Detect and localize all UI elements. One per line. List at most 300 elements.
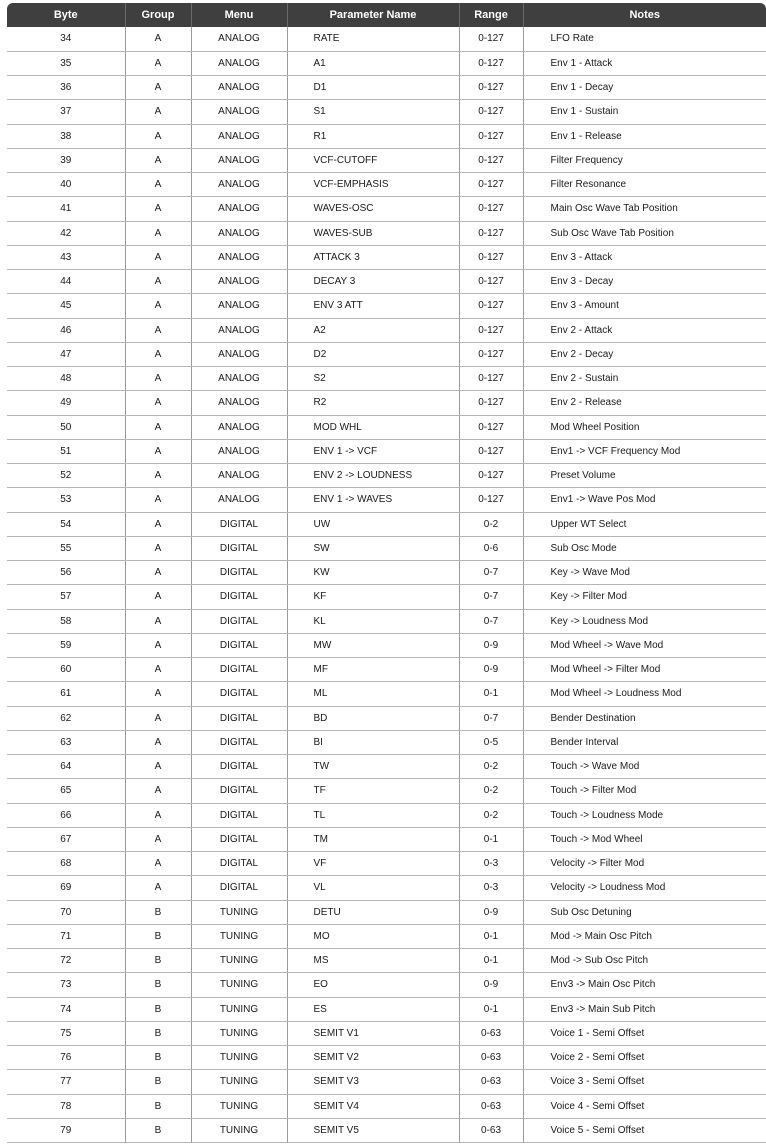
notes-cell: Mod Wheel -> Filter Mod [523,658,766,682]
group-cell: B [125,997,191,1021]
notes-cell: LFO Rate [523,27,766,51]
table-row [7,876,766,900]
parameter-name-cell: KL [287,609,459,633]
byte-cell: 78 [7,1094,125,1118]
group-cell: B [125,924,191,948]
parameter-name-cell: DECAY 3 [287,270,459,294]
menu-cell: ANALOG [191,415,287,439]
byte-cell: 76 [7,1046,125,1070]
range-cell: 0-1 [459,827,523,851]
range-cell: 0-3 [459,876,523,900]
byte-cell: 40 [7,173,125,197]
parameter-name-cell: SEMIT V1 [287,1021,459,1045]
table-header [7,3,766,27]
menu-cell: TUNING [191,924,287,948]
menu-cell: ANALOG [191,270,287,294]
byte-cell: 56 [7,561,125,585]
byte-cell: 74 [7,997,125,1021]
menu-cell: DIGITAL [191,827,287,851]
range-cell: 0-63 [459,1046,523,1070]
table-row [7,148,766,172]
notes-cell: Env1 -> Wave Pos Mod [523,488,766,512]
parameter-table [7,3,766,1143]
table-row [7,488,766,512]
table-row [7,779,766,803]
parameter-name-cell: MS [287,949,459,973]
group-cell: A [125,609,191,633]
range-cell: 0-63 [459,1094,523,1118]
parameter-name-cell: BD [287,706,459,730]
range-cell: 0-127 [459,51,523,75]
group-cell: A [125,803,191,827]
parameter-name-cell: TW [287,755,459,779]
menu-cell: ANALOG [191,318,287,342]
table-row [7,415,766,439]
menu-cell: ANALOG [191,221,287,245]
group-cell: A [125,76,191,100]
menu-cell: TUNING [191,900,287,924]
parameter-name-cell: SEMIT V2 [287,1046,459,1070]
parameter-name-cell: R1 [287,124,459,148]
group-cell: A [125,488,191,512]
group-cell: A [125,415,191,439]
menu-cell: DIGITAL [191,658,287,682]
range-cell: 0-127 [459,76,523,100]
group-cell: A [125,318,191,342]
header-menu: Menu [191,3,287,27]
byte-cell: 69 [7,876,125,900]
group-cell: A [125,706,191,730]
notes-cell: Bender Destination [523,706,766,730]
group-cell: B [125,1021,191,1045]
table-body [7,27,766,1143]
notes-cell: Voice 3 - Semi Offset [523,1070,766,1094]
group-cell: B [125,973,191,997]
byte-cell: 60 [7,658,125,682]
menu-cell: ANALOG [191,391,287,415]
table-row [7,367,766,391]
byte-cell: 66 [7,803,125,827]
notes-cell: Upper WT Select [523,512,766,536]
group-cell: A [125,245,191,269]
parameter-name-cell: MO [287,924,459,948]
notes-cell: Main Osc Wave Tab Position [523,197,766,221]
byte-cell: 61 [7,682,125,706]
group-cell: A [125,730,191,754]
parameter-name-cell: KF [287,585,459,609]
byte-cell: 58 [7,609,125,633]
byte-cell: 47 [7,342,125,366]
notes-cell: Voice 2 - Semi Offset [523,1046,766,1070]
notes-cell: Env3 -> Main Osc Pitch [523,973,766,997]
range-cell: 0-2 [459,512,523,536]
table-row [7,658,766,682]
header-byte: Byte [7,3,125,27]
menu-cell: ANALOG [191,439,287,463]
notes-cell: Filter Resonance [523,173,766,197]
menu-cell: ANALOG [191,173,287,197]
byte-cell: 63 [7,730,125,754]
menu-cell: ANALOG [191,100,287,124]
byte-cell: 50 [7,415,125,439]
byte-cell: 35 [7,51,125,75]
menu-cell: DIGITAL [191,779,287,803]
menu-cell: DIGITAL [191,876,287,900]
menu-cell: TUNING [191,949,287,973]
range-cell: 0-63 [459,1070,523,1094]
notes-cell: Env 2 - Decay [523,342,766,366]
byte-cell: 68 [7,852,125,876]
byte-cell: 51 [7,439,125,463]
header-row [7,3,766,27]
table-row [7,294,766,318]
table-row [7,949,766,973]
notes-cell: Env 1 - Release [523,124,766,148]
range-cell: 0-7 [459,706,523,730]
notes-cell: Velocity -> Loudness Mod [523,876,766,900]
notes-cell: Key -> Wave Mod [523,561,766,585]
range-cell: 0-6 [459,536,523,560]
parameter-name-cell: A1 [287,51,459,75]
table-row [7,27,766,51]
notes-cell: Mod -> Sub Osc Pitch [523,949,766,973]
group-cell: A [125,658,191,682]
parameter-name-cell: ES [287,997,459,1021]
menu-cell: DIGITAL [191,633,287,657]
table-row [7,536,766,560]
parameter-name-cell: WAVES-OSC [287,197,459,221]
notes-cell: Env 2 - Attack [523,318,766,342]
group-cell: A [125,270,191,294]
group-cell: A [125,755,191,779]
range-cell: 0-127 [459,148,523,172]
range-cell: 0-9 [459,900,523,924]
group-cell: A [125,536,191,560]
byte-cell: 62 [7,706,125,730]
byte-cell: 43 [7,245,125,269]
range-cell: 0-127 [459,391,523,415]
menu-cell: TUNING [191,1021,287,1045]
byte-cell: 65 [7,779,125,803]
byte-cell: 70 [7,900,125,924]
range-cell: 0-127 [459,221,523,245]
parameter-name-cell: MW [287,633,459,657]
table-row [7,1118,766,1142]
menu-cell: ANALOG [191,76,287,100]
group-cell: A [125,852,191,876]
table-row [7,900,766,924]
byte-cell: 53 [7,488,125,512]
parameter-name-cell: SW [287,536,459,560]
menu-cell: DIGITAL [191,706,287,730]
group-cell: A [125,342,191,366]
parameter-name-cell: MF [287,658,459,682]
notes-cell: Voice 1 - Semi Offset [523,1021,766,1045]
notes-cell: Velocity -> Filter Mod [523,852,766,876]
menu-cell: TUNING [191,1094,287,1118]
parameter-name-cell: VCF-CUTOFF [287,148,459,172]
range-cell: 0-127 [459,415,523,439]
table-row [7,1070,766,1094]
byte-cell: 67 [7,827,125,851]
group-cell: A [125,221,191,245]
notes-cell: Mod -> Main Osc Pitch [523,924,766,948]
menu-cell: ANALOG [191,245,287,269]
group-cell: A [125,391,191,415]
range-cell: 0-1 [459,997,523,1021]
range-cell: 0-9 [459,633,523,657]
group-cell: A [125,439,191,463]
table-row [7,609,766,633]
range-cell: 0-9 [459,658,523,682]
group-cell: A [125,197,191,221]
table-row [7,173,766,197]
parameter-name-cell: UW [287,512,459,536]
menu-cell: ANALOG [191,51,287,75]
table-row [7,561,766,585]
menu-cell: TUNING [191,1118,287,1142]
menu-cell: ANALOG [191,367,287,391]
range-cell: 0-2 [459,803,523,827]
notes-cell: Env 1 - Attack [523,51,766,75]
parameter-name-cell: TM [287,827,459,851]
byte-cell: 44 [7,270,125,294]
range-cell: 0-63 [459,1021,523,1045]
byte-cell: 48 [7,367,125,391]
notes-cell: Env 1 - Decay [523,76,766,100]
group-cell: B [125,1046,191,1070]
header-parameter-name: Parameter Name [287,3,459,27]
menu-cell: DIGITAL [191,755,287,779]
menu-cell: DIGITAL [191,585,287,609]
range-cell: 0-127 [459,124,523,148]
parameter-name-cell: S2 [287,367,459,391]
table-row [7,706,766,730]
group-cell: A [125,148,191,172]
parameter-name-cell: ENV 2 -> LOUDNESS [287,464,459,488]
table-row [7,1046,766,1070]
notes-cell: Env 1 - Sustain [523,100,766,124]
range-cell: 0-2 [459,779,523,803]
range-cell: 0-127 [459,270,523,294]
range-cell: 0-127 [459,439,523,463]
group-cell: A [125,633,191,657]
range-cell: 0-127 [459,197,523,221]
notes-cell: Bender Interval [523,730,766,754]
table-row [7,997,766,1021]
parameter-name-cell: MOD WHL [287,415,459,439]
parameter-name-cell: DETU [287,900,459,924]
header-range: Range [459,3,523,27]
range-cell: 0-127 [459,27,523,51]
table-row [7,512,766,536]
table-row [7,585,766,609]
table-row [7,1021,766,1045]
parameter-name-cell: SEMIT V5 [287,1118,459,1142]
byte-cell: 71 [7,924,125,948]
table-row [7,803,766,827]
menu-cell: ANALOG [191,197,287,221]
range-cell: 0-127 [459,464,523,488]
byte-cell: 36 [7,76,125,100]
notes-cell: Sub Osc Wave Tab Position [523,221,766,245]
group-cell: A [125,173,191,197]
notes-cell: Preset Volume [523,464,766,488]
group-cell: A [125,124,191,148]
parameter-name-cell: S1 [287,100,459,124]
parameter-name-cell: VF [287,852,459,876]
range-cell: 0-127 [459,294,523,318]
byte-cell: 52 [7,464,125,488]
range-cell: 0-7 [459,561,523,585]
byte-cell: 34 [7,27,125,51]
parameter-name-cell: A2 [287,318,459,342]
byte-cell: 49 [7,391,125,415]
parameter-name-cell: ENV 3 ATT [287,294,459,318]
table-row [7,924,766,948]
notes-cell: Filter Frequency [523,148,766,172]
range-cell: 0-63 [459,1118,523,1142]
parameter-name-cell: BI [287,730,459,754]
table-row [7,730,766,754]
table-row [7,633,766,657]
notes-cell: Env 3 - Decay [523,270,766,294]
parameter-name-cell: VCF-EMPHASIS [287,173,459,197]
menu-cell: DIGITAL [191,512,287,536]
menu-cell: DIGITAL [191,682,287,706]
group-cell: A [125,827,191,851]
menu-cell: DIGITAL [191,536,287,560]
parameter-name-cell: KW [287,561,459,585]
notes-cell: Sub Osc Mode [523,536,766,560]
byte-cell: 46 [7,318,125,342]
menu-cell: TUNING [191,973,287,997]
table-row [7,1094,766,1118]
group-cell: A [125,367,191,391]
parameter-name-cell: EO [287,973,459,997]
byte-cell: 77 [7,1070,125,1094]
notes-cell: Voice 5 - Semi Offset [523,1118,766,1142]
group-cell: B [125,949,191,973]
group-cell: B [125,1118,191,1142]
group-cell: B [125,1094,191,1118]
byte-cell: 59 [7,633,125,657]
table-row [7,439,766,463]
table-row [7,755,766,779]
notes-cell: Env3 -> Main Sub Pitch [523,997,766,1021]
notes-cell: Key -> Loudness Mod [523,609,766,633]
byte-cell: 64 [7,755,125,779]
group-cell: A [125,100,191,124]
parameter-name-cell: ML [287,682,459,706]
parameter-name-cell: VL [287,876,459,900]
notes-cell: Env 2 - Release [523,391,766,415]
menu-cell: ANALOG [191,294,287,318]
byte-cell: 73 [7,973,125,997]
range-cell: 0-9 [459,973,523,997]
parameter-name-cell: D1 [287,76,459,100]
range-cell: 0-127 [459,245,523,269]
group-cell: A [125,779,191,803]
parameter-name-cell: R2 [287,391,459,415]
notes-cell: Touch -> Filter Mod [523,779,766,803]
notes-cell: Mod Wheel -> Wave Mod [523,633,766,657]
range-cell: 0-127 [459,318,523,342]
menu-cell: TUNING [191,1070,287,1094]
table-row [7,852,766,876]
range-cell: 0-5 [459,730,523,754]
byte-cell: 79 [7,1118,125,1142]
table-row [7,245,766,269]
group-cell: A [125,585,191,609]
range-cell: 0-127 [459,342,523,366]
parameter-name-cell: D2 [287,342,459,366]
byte-cell: 54 [7,512,125,536]
notes-cell: Voice 4 - Semi Offset [523,1094,766,1118]
parameter-name-cell: ENV 1 -> WAVES [287,488,459,512]
parameter-name-cell: SEMIT V3 [287,1070,459,1094]
notes-cell: Key -> Filter Mod [523,585,766,609]
range-cell: 0-127 [459,367,523,391]
group-cell: A [125,51,191,75]
table-row [7,51,766,75]
group-cell: A [125,464,191,488]
menu-cell: ANALOG [191,488,287,512]
range-cell: 0-1 [459,682,523,706]
range-cell: 0-127 [459,173,523,197]
group-cell: A [125,561,191,585]
notes-cell: Env1 -> VCF Frequency Mod [523,439,766,463]
range-cell: 0-127 [459,100,523,124]
range-cell: 0-127 [459,488,523,512]
menu-cell: DIGITAL [191,561,287,585]
menu-cell: ANALOG [191,464,287,488]
table-row [7,221,766,245]
parameter-name-cell: WAVES-SUB [287,221,459,245]
table-row [7,197,766,221]
group-cell: A [125,27,191,51]
group-cell: A [125,512,191,536]
byte-cell: 55 [7,536,125,560]
notes-cell: Env 3 - Amount [523,294,766,318]
byte-cell: 45 [7,294,125,318]
menu-cell: TUNING [191,997,287,1021]
menu-cell: ANALOG [191,27,287,51]
byte-cell: 75 [7,1021,125,1045]
notes-cell: Env 3 - Attack [523,245,766,269]
byte-cell: 38 [7,124,125,148]
range-cell: 0-1 [459,924,523,948]
byte-cell: 39 [7,148,125,172]
range-cell: 0-7 [459,585,523,609]
byte-cell: 41 [7,197,125,221]
menu-cell: DIGITAL [191,609,287,633]
parameter-name-cell: ATTACK 3 [287,245,459,269]
range-cell: 0-3 [459,852,523,876]
parameter-name-cell: TL [287,803,459,827]
byte-cell: 57 [7,585,125,609]
range-cell: 0-7 [459,609,523,633]
menu-cell: DIGITAL [191,803,287,827]
menu-cell: ANALOG [191,148,287,172]
table-row [7,391,766,415]
byte-cell: 42 [7,221,125,245]
table-row [7,973,766,997]
group-cell: A [125,294,191,318]
menu-cell: TUNING [191,1046,287,1070]
table-row [7,76,766,100]
table-row [7,464,766,488]
